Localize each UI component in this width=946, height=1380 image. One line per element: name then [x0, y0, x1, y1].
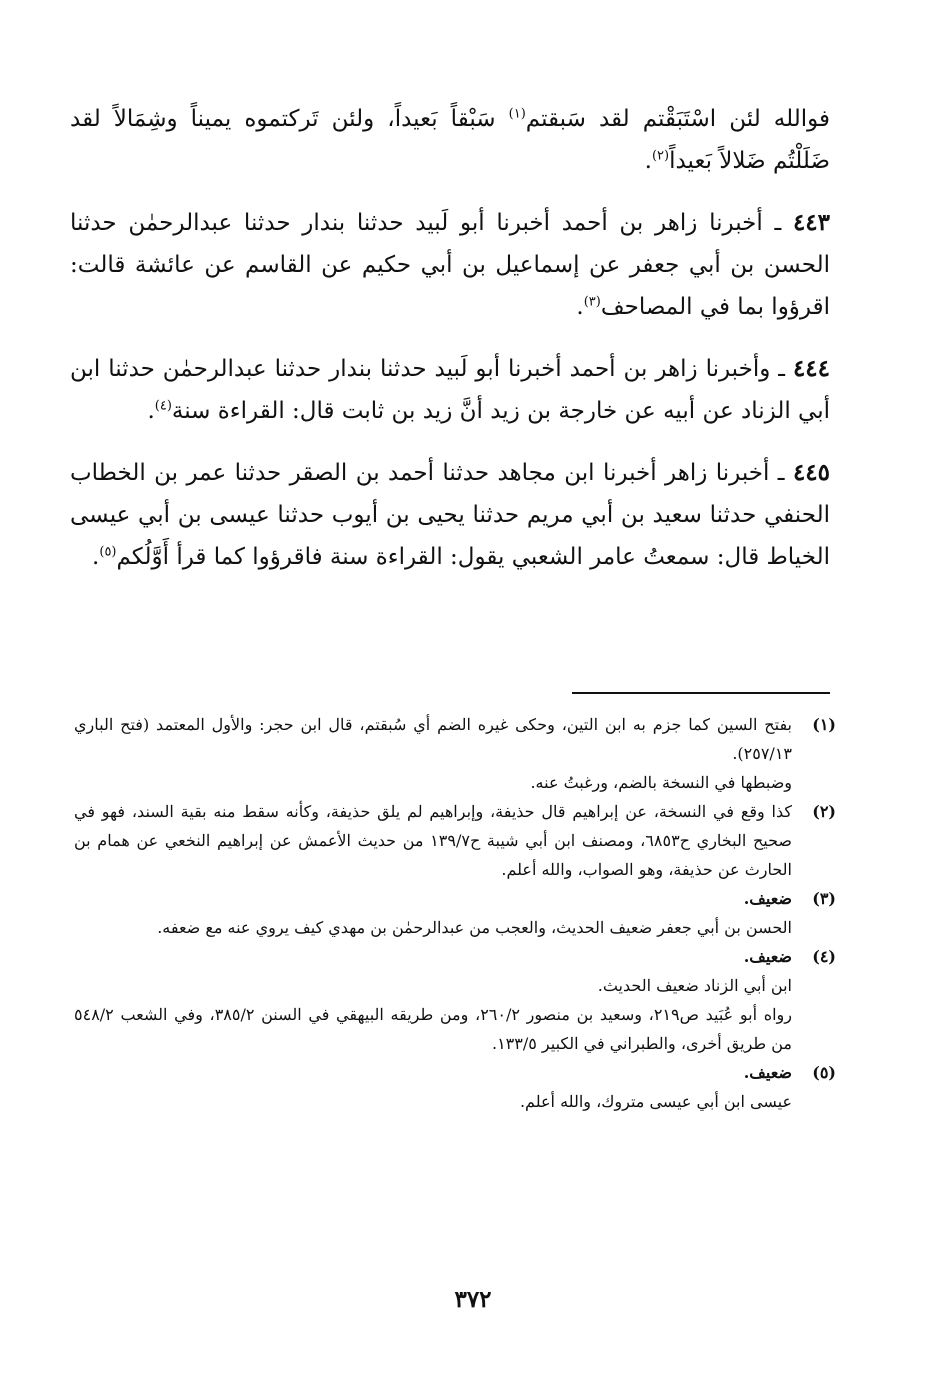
page-number: ٣٧٢: [454, 1286, 492, 1313]
footnote-line: كذا وقع في النسخة، عن إبراهيم قال حذيفة، وإبراهيم لم يلق حذيفة، وكأنه سقط منه بقية السند، فهو في صحيح البخاري ح٦٨٥٣، ومصنف ابن أبي شيبة ح١٣٩/٧ من حديث الأعمش عن إبراهيم النخعي عن همام بن الحارث عن حذيفة، وهو الصواب، والله أعلم.: [74, 802, 793, 879]
hadith-445-end: .: [92, 544, 100, 570]
footnote-2: [74, 797, 836, 884]
hadith-445-text: ـ أخبرنا زاهر أخبرنا ابن مجاهد حدثنا أحمد بن الصقر حدثنا عمر بن الخطاب الحنفي حدثنا سعيد بن أبي مريم حدثنا يحيى بن أيوب حدثنا عيسى بن أبي عيسى الخياط قال: سمعتُ عامر الشعبي يقول: القراءة سنة فاقرؤوا كما قرأ أَوَّلُكم: [70, 460, 830, 570]
hadith-443: [70, 202, 830, 328]
footnote-marker: (٢): [812, 802, 836, 821]
hadith-443-text: ـ أخبرنا زاهر بن أحمد أخبرنا أبو لَبيد حدثنا بندار حدثنا عبدالرحمٰن حدثنا الحسن بن أبي جعفر عن إسماعيل بن أبي حكيم عن القاسم عن عائشة قالت: اقرؤوا بما في المصاحف: [70, 210, 830, 320]
hadith-444: [70, 348, 830, 432]
footnote-ref-1: (١): [508, 106, 526, 122]
footnote-divider: [572, 692, 830, 694]
footnote-marker: (٥): [812, 1063, 836, 1082]
footnote-line: ابن أبي الزناد ضعيف الحديث.: [597, 976, 792, 995]
hadith-number-443: ٤٤٣: [792, 209, 830, 236]
hadith-number-445: ٤٤٥: [792, 459, 830, 486]
footnote-marker: (٤): [812, 947, 836, 966]
footnote-body: [74, 884, 792, 942]
footnote-body: [74, 942, 792, 1058]
hadith-444-end: .: [147, 398, 155, 424]
footnote-line: عيسى ابن أبي عيسى متروك، والله أعلم.: [519, 1092, 792, 1111]
hadith-443-end: .: [576, 294, 584, 320]
footnote-line: الحسن بن أبي جعفر ضعيف الحديث، والعجب من عبدالرحمٰن بن مهدي كيف يروي عنه مع ضعفه.: [157, 918, 792, 937]
intro-end: .: [644, 148, 652, 174]
hadith-445: [70, 452, 830, 578]
footnote-ref-4: (٤): [154, 398, 172, 414]
footnote-line: بفتح السين كما جزم به ابن التين، وحكى غيره الضم أي سُبقتم، قال ابن حجر: والأول المعتمد (فتح الباري ٢٥٧/١٣).: [74, 715, 792, 763]
footnote-ref-3: (٣): [583, 294, 601, 310]
footnote-body: [74, 710, 792, 797]
footnote-body: [74, 1058, 792, 1116]
footnote-5: [74, 1058, 836, 1116]
footnote-3: [74, 884, 836, 942]
intro-text-start: فوالله لئن اسْتَبَقْتم لقد سَبقتم: [525, 106, 830, 132]
footnotes: [74, 710, 836, 1116]
footnote-4: [74, 942, 836, 1058]
intro-text-rest: سَبْقاً بَعيداً، ولئن تَركتموه يميناً وشِمَالاً لقد ضَلَلْتُم ضَلالاً بَعيداً: [70, 106, 830, 174]
footnote-grade: ضعيف.: [743, 889, 792, 908]
hadith-444-text: ـ وأخبرنا زاهر بن أحمد أخبرنا أبو لَبيد حدثنا بندار حدثنا عبدالرحمٰن حدثنا ابن أبي الزناد عن أبيه عن خارجة بن زيد أنَّ زيد بن ثابت قال: القراءة سنة: [70, 356, 830, 424]
footnote-body: [74, 797, 792, 884]
footnote-line: وضبطها في النسخة بالضم، ورغبتُ عنه.: [530, 773, 792, 792]
footnote-line: رواه أبو عُبَيد ص٢١٩، وسعيد بن منصور ٢٦٠/٢، ومن طريقه البيهقي في السنن ٣٨٥/٢، وفي الشعب ٥٤٨/٢ من طريق أخرى، والطبراني في الكبير ١٣٣/٥.: [74, 1005, 793, 1053]
footnote-ref-2: (٢): [651, 148, 670, 164]
footnote-marker: (٣): [812, 889, 836, 908]
footnote-ref-5: (٥): [99, 544, 117, 560]
footnote-grade: ضعيف.: [743, 947, 792, 966]
footnote-grade: ضعيف.: [743, 1063, 792, 1082]
hadith-number-444: ٤٤٤: [792, 355, 830, 382]
intro-paragraph: [70, 98, 830, 182]
footnote-marker: (١): [812, 715, 836, 734]
main-text: [70, 98, 830, 598]
footnote-1: [74, 710, 836, 797]
